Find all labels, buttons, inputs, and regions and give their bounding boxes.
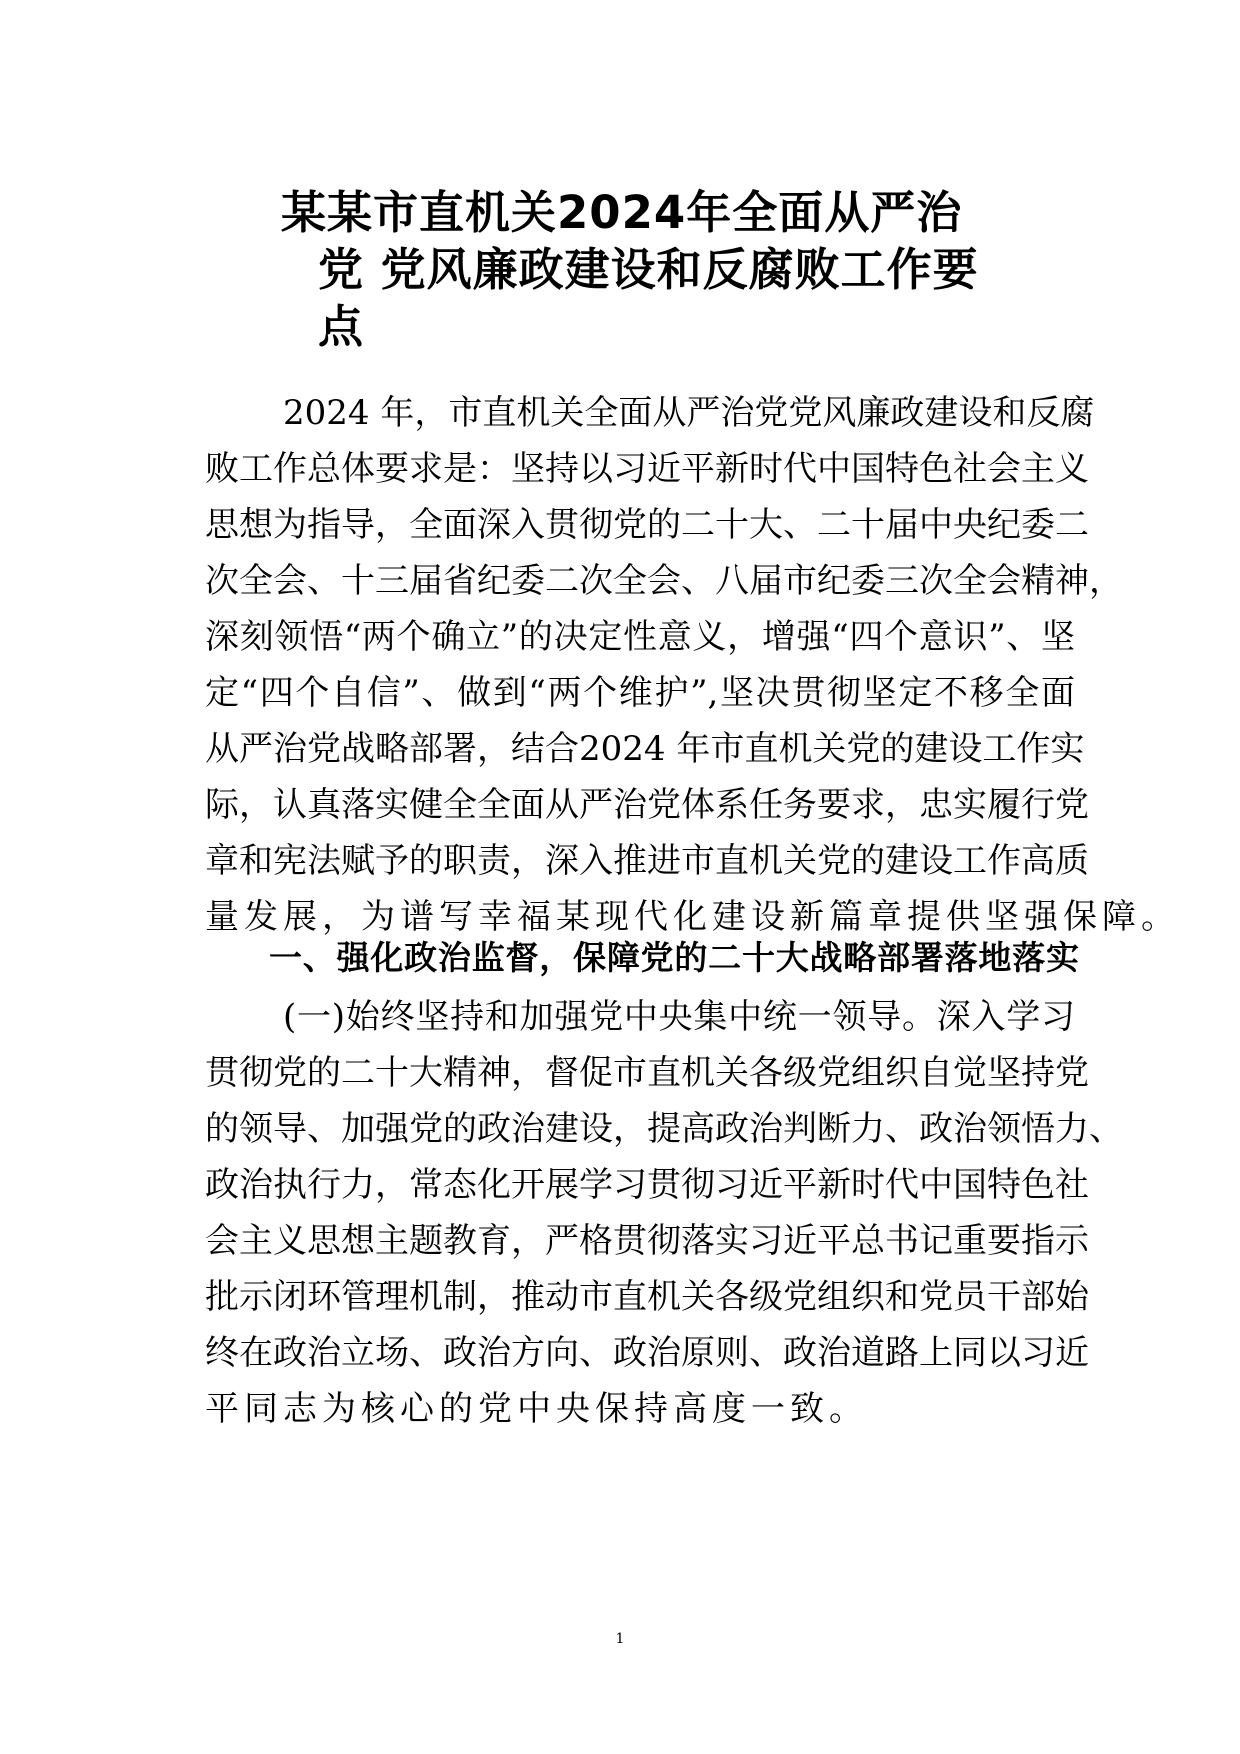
paragraph-2-line: 平同志为核心的党中央保持高度一致。 xyxy=(205,1389,868,1429)
paragraph-1-line: 2024 年，市直机关全面从严治党党风廉政建设和反腐 xyxy=(283,393,1095,433)
paragraph-1-line: 章和宪法赋予的职责，深入推进市直机关党的建设工作高质 xyxy=(205,841,1089,881)
document-title-line-3: 点 xyxy=(318,300,365,353)
paragraph-1-line: 败工作总体要求是：坚持以习近平新时代中国特色社会主义 xyxy=(205,449,1089,489)
paragraph-2-line: 的领导、加强党的政治建设，提高政治判断力、政治领悟力、 xyxy=(205,1109,1123,1149)
document-title-line-1: 某某市直机关2024年全面从严治 xyxy=(281,186,963,239)
paragraph-1-line: 从严治党战略部署，结合2024 年市直机关党的建设工作实 xyxy=(205,729,1085,769)
paragraph-2-line: 政治执行力，常态化开展学习贯彻习近平新时代中国特色社 xyxy=(205,1165,1089,1205)
paragraph-2-line: 会主义思想主题教育，严格贯彻落实习近平总书记重要指示 xyxy=(205,1221,1089,1261)
paragraph-2-line: (一)始终坚持和加强党中央集中统一领导。深入学习 xyxy=(283,997,1075,1037)
paragraph-1-line: 次全会、十三届省纪委二次全会、八届市纪委三次全会精神， xyxy=(205,561,1123,601)
paragraph-1-line: 深刻领悟“两个确立”的决定性意义，增强“四个意识”、坚 xyxy=(205,617,1075,657)
paragraph-2-line: 终在政治立场、政治方向、政治原则、政治道路上同以习近 xyxy=(205,1333,1089,1373)
paragraph-2-line: 批示闭环管理机制，推动市直机关各级党组织和党员干部始 xyxy=(205,1277,1089,1317)
document-title-line-2: 党 党风廉政建设和反腐败工作要 xyxy=(318,243,979,296)
paragraph-1-line: 思想为指导，全面深入贯彻党的二十大、二十届中央纪委二 xyxy=(205,505,1089,545)
section-heading: 一、强化政治监督，保障党的二十大战略部署落地落实 xyxy=(269,938,1079,977)
paragraph-1-line: 际，认真落实健全全面从严治党体系任务要求，忠实履行党 xyxy=(205,785,1089,825)
paragraph-1-line: 量发展，为谱写幸福某现代化建设新篇章提供坚强保障。 xyxy=(205,897,1180,937)
paragraph-1-line: 定“四个自信”、做到“两个维护”,坚决贯彻坚定不移全面 xyxy=(205,673,1075,713)
page-number: 1 xyxy=(615,1631,625,1647)
paragraph-2-line: 贯彻党的二十大精神，督促市直机关各级党组织自觉坚持党 xyxy=(205,1053,1089,1093)
